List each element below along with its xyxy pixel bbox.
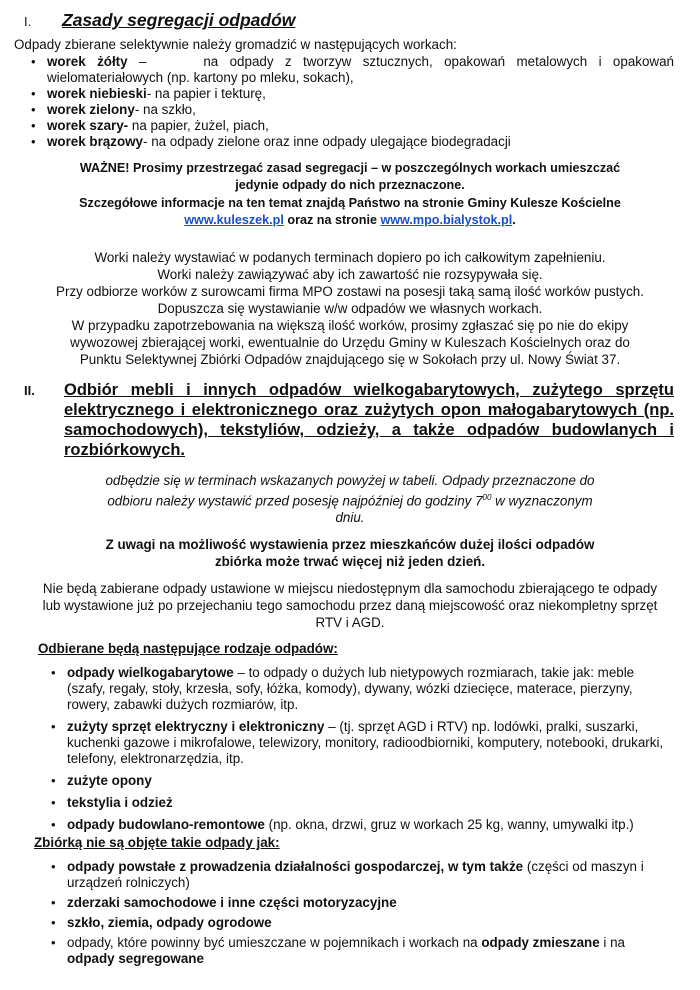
term-hour-sup: 00 [482,493,492,502]
important-notice: WAŻNE! Prosimy przestrzegać zasad segregacji – w poszczególnych workach umieszczać jedynie odpady do nich przeznaczone. [79,161,621,192]
section-1-title: Zasady segregacji odpadów [62,10,296,30]
rules-block [14,249,686,368]
section-2-header [24,380,686,460]
accepted-item-bold: odpady wielkogabarytowe [67,665,234,681]
section-1-intro: Odpady zbierane selektywnie należy gromadzić w następujących workach: [14,37,457,52]
info-notice [64,195,636,229]
section-1-header [24,10,686,31]
accepted-item [34,795,674,811]
accepted-item-bold: tekstylia i odzież [67,795,173,811]
rule-line: Worki należy wystawiać w podanych terminach dopiero po ich całkowitym zapełnieniu. [94,250,606,265]
bag-item-green [14,102,686,118]
section-2-number: II. [24,383,35,398]
bag-sep: – [127,54,204,69]
accepted-list [14,665,686,833]
excluded-item-bold: odpady powstałe z prowadzenia działalności gospodarczej, w tym także [67,859,524,875]
bag-desc: na szkło, [143,102,196,117]
info-mid: oraz na stronie [283,213,381,227]
excluded-item [34,915,674,931]
collection-term [14,472,686,526]
bag-name: worek żółty [47,54,128,69]
info-text: Szczegółowe informacje na ten temat znajdą Państwo na stronie Gminy Kulesze Kościelne [79,196,621,210]
accepted-item [34,773,674,789]
bag-item-yellow [14,54,686,86]
excluded-item-text: (części od maszyn i urządzeń rolniczych) [67,859,644,891]
bag-sep: - [143,134,152,149]
term-text-a: odbędzie się w terminach wskazanych powyżej w tabeli. Odpady przeznaczone do odbioru należy wystawić przed posesję najpóźniej do godziny 7 [105,473,595,509]
excluded-item-text-2: i na [599,935,625,951]
excluded-item-bold: szkło, ziemia, odpady ogrodowe [67,915,272,931]
accepted-item [34,817,674,833]
multi-day-warning: Z uwagi na możliwość wystawienia przez mieszkańców dużej ilości odpadów zbiórka może trwać więcej niż jeden dzień. [105,537,595,570]
accepted-item-bold: zużyte opony [67,773,152,789]
accepted-item-bold: zużyty sprzęt elektryczny i elektroniczny [67,719,325,735]
bag-sep: - [146,86,155,101]
accepted-item-bold: odpady budowlano-remontowe [67,817,265,833]
bag-item-brown [14,134,686,150]
excluded-item-bold: zderzaki samochodowe i inne części motoryzacyjne [67,895,397,911]
excluded-item [34,859,674,891]
bag-name: worek zielony [47,102,135,117]
notice-box [14,160,686,229]
rule-line: Dopuszcza się wystawianie w/w odpadów we własnych workach. [157,301,543,316]
rule-line: Przy odbiorze worków z surowcami firma MPO zostawi na posesji taką samą ilość worków pustych. [56,284,644,299]
rule-line: Worki należy zawiązywać aby ich zawartość nie rozsypywała się. [157,267,543,282]
bag-desc: na papier, żużel, piach, [131,118,269,133]
excluded-item-text: odpady, które powinny być umieszczane w pojemnikach i workach na [67,935,482,951]
bag-item-blue [14,86,686,102]
bag-item-grey [14,118,686,134]
excluded-item [34,935,674,967]
bag-list [14,54,686,150]
term-text-b: w wyznaczonym dniu. [335,493,593,526]
bag-desc: na papier i tekturę, [154,86,266,101]
bag-name: worek niebieski [47,86,147,101]
accepted-item-text: (np. okna, drzwi, gruz w workach 25 kg, wanny, umywalki itp.) [264,817,634,833]
bag-desc: na odpady zielone oraz inne odpady ulegające biodegradacji [151,134,511,149]
bag-name: worek brązowy [47,134,143,149]
section-2-title: Odbiór mebli i innych odpadów wielkogabarytowych, zużytego sprzętu elektrycznego i elektronicznego oraz zużytych opon małogabarytowych (np. samochodowych), tekstyliów, odzieży, a także odpadów budowlanych i rozbiórkowych. [64,381,674,459]
bag-name: worek szary- [47,118,129,133]
accepted-item [34,719,674,767]
bag-desc: na odpady z tworzyw sztucznych, opakowań metalowych i opakowań wielomateriałowych (np. kartony po mleku, sokach), [47,54,674,85]
bag-sep: - [134,102,143,117]
excluded-list [14,859,686,967]
excluded-item-bold-2: odpady segregowane [67,951,204,967]
not-taken-note: Nie będą zabierane odpady ustawione w miejscu niedostępnym dla samochodu zbierającego te odpady lub wystawione już po przejechaniu tego samochodu przez daną miejscowość oraz niekompletny sprzęt RTV i AGD. [42,581,658,631]
excluded-item [34,895,674,911]
section-1-number: I. [24,14,32,29]
accepted-item-text: – to odpady o dużych lub nietypowych rozmiarach, takie jak: meble (szafy, regały, stoły, krzesła, sofy, łóżka, komody), dywany, wózki dziecięce, materace, pierzyny, rowery, zabawki dużych rozmiarów, itp. [67,665,635,713]
accepted-item-text: – (tj. sprzęt AGD i RTV) np. lodówki, pralki, suszarki, kuchenki gazowe i mikrofalowe, telewizory, monitory, radioodbiorniki, komputery, notebooki, drukarki, telefony, elektronarzędzia, itp. [67,719,664,767]
excluded-item-bold: odpady zmieszane [481,935,600,951]
accepted-title: Odbierane będą następujące rodzaje odpadów: [38,641,338,657]
mpo-link[interactable]: www.mpo.bialystok.pl [380,213,513,227]
info-end: . [512,213,516,227]
rule-line: W przypadku zapotrzebowania na większą ilość worków, prosimy zgłaszać się po nie do ekipy wywozowej zbierającej worki, ewentualnie do Urzędu Gminy w Kuleszach Kościelnych oraz do Punktu Selektywnej Zbiórki Odpadów znajdującego się w Sokołach przy ul. Nowy Świat 37. [70,318,630,367]
excluded-title: Zbiórką nie są objęte takie odpady jak: [34,835,280,851]
kuleszek-link[interactable]: www.kuleszek.pl [184,213,284,227]
accepted-item [34,665,674,713]
